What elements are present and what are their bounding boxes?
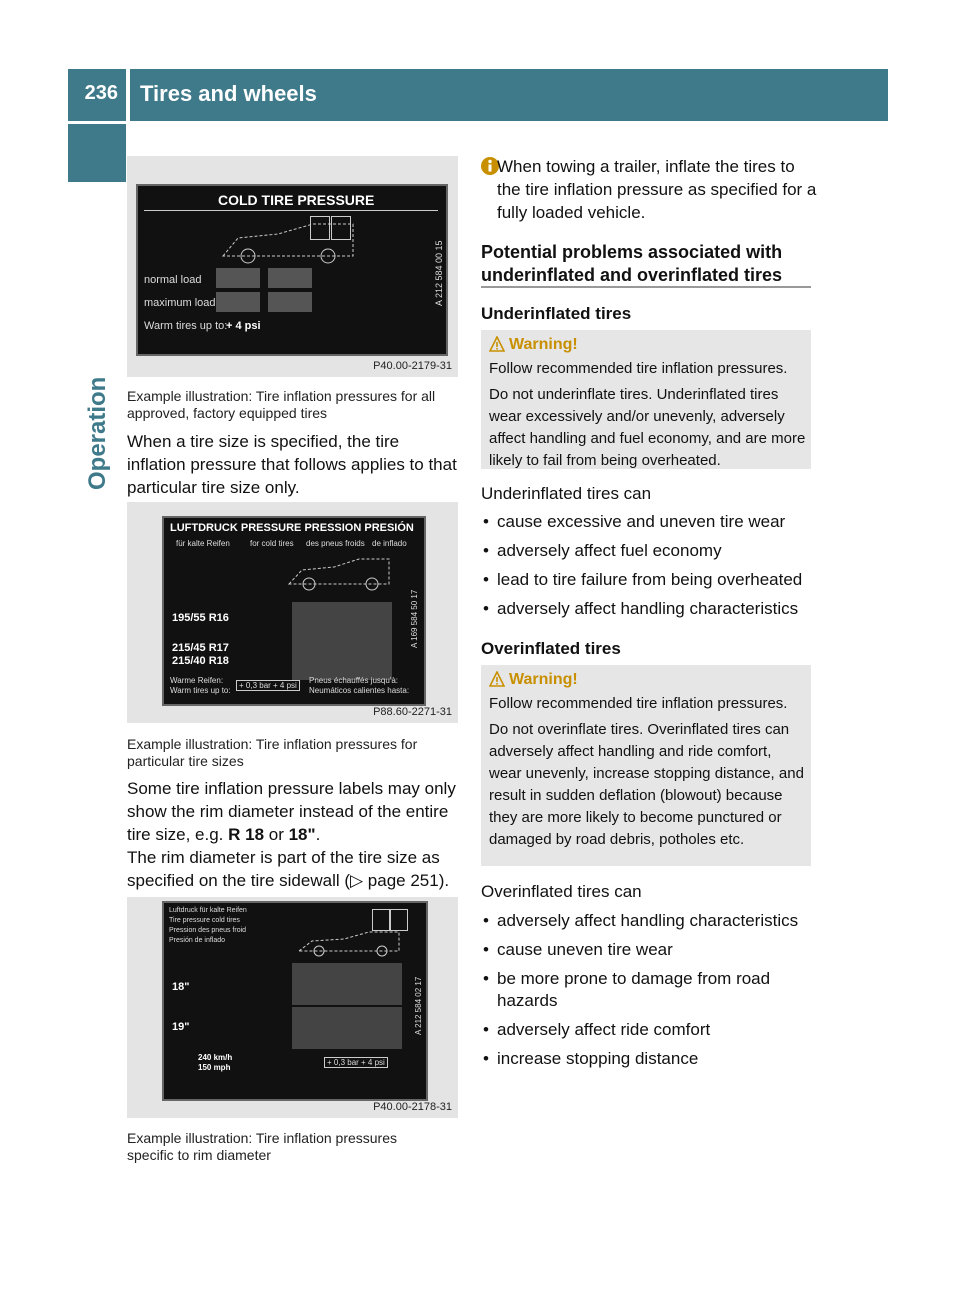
page-number: 236 bbox=[84, 82, 118, 104]
warm-fr: Pneus échauffés jusqu'à: bbox=[309, 676, 398, 685]
bullet: • bbox=[483, 599, 489, 618]
bullet: • bbox=[483, 969, 489, 988]
caption-1: Example illustration: Tire inflation pressures for all approved, factory equipped tires bbox=[127, 388, 436, 421]
chapter-title: Tires and wheels bbox=[140, 81, 317, 106]
panel-title: LUFTDRUCK PRESSURE PRESSION PRESIÓN bbox=[170, 522, 414, 534]
pressure-cell bbox=[292, 963, 402, 1005]
panel-title: COLD TIRE PRESSURE bbox=[218, 192, 375, 208]
tire-label-panel bbox=[162, 901, 428, 1101]
warning-triangle-icon bbox=[489, 336, 505, 352]
heading-rule bbox=[481, 286, 811, 288]
side-tab-label: Operation bbox=[84, 376, 111, 490]
figure-ref: P88.60-2271-31 bbox=[373, 706, 452, 718]
part-number: A 212 584 02 17 bbox=[414, 976, 423, 1035]
vehicle-silhouette-icon bbox=[284, 554, 394, 594]
chapter-header bbox=[130, 69, 888, 121]
warm-value: + 0,3 bar + 4 psi bbox=[236, 680, 300, 691]
warm-en: Warm tires up to: bbox=[170, 686, 231, 695]
warning-title: Warning! bbox=[509, 671, 578, 688]
row-maximum-load: maximum load bbox=[144, 297, 216, 309]
speed-mph: 150 mph bbox=[198, 1063, 231, 1072]
info-book-icon bbox=[390, 909, 408, 931]
part-number: A 169 584 50 17 bbox=[410, 589, 419, 648]
pressure-cell bbox=[292, 636, 392, 680]
sub-french: des pneus froids bbox=[306, 539, 365, 548]
load-icon bbox=[372, 909, 390, 931]
pressure-cell bbox=[268, 292, 312, 312]
list-item-text: increase stopping distance bbox=[497, 1049, 699, 1068]
warm-value: + 4 psi bbox=[226, 320, 261, 332]
row-normal-load: normal load bbox=[144, 274, 202, 286]
pressure-cell bbox=[216, 292, 260, 312]
warning-title: Warning! bbox=[509, 336, 578, 353]
warm-es: Neumáticos calientes hasta: bbox=[309, 686, 410, 695]
row-warm-tires: Warm tires up to: bbox=[144, 320, 228, 332]
subheading-underinflated: Underinflated tires bbox=[481, 304, 632, 323]
warning-line-1: Follow recommended tire inflation pressures. bbox=[489, 360, 788, 377]
under-intro: Underinflated tires can bbox=[481, 484, 652, 503]
over-intro: Overinflated tires can bbox=[481, 882, 642, 901]
warm-de: Warme Reifen: bbox=[170, 676, 224, 685]
list-item-text: adversely affect ride comfort bbox=[497, 1020, 711, 1039]
subheading-overinflated: Overinflated tires bbox=[481, 639, 621, 658]
warning-box-overinflated bbox=[481, 665, 811, 866]
label-line-4: Presión de inflado bbox=[169, 937, 226, 944]
paragraph-3: The rim diameter is part of the tire size as specified on the tire sidewall (▷ page 251). bbox=[127, 848, 450, 890]
list-item-text: adversely affect handling characteristics bbox=[497, 911, 799, 930]
bullet: • bbox=[483, 1020, 489, 1039]
figure-tire-size-pressures bbox=[127, 502, 458, 723]
pressure-cell bbox=[216, 268, 260, 288]
sub-english: for cold tires bbox=[250, 539, 294, 548]
paragraph-1: When a tire size is specified, the tire inflation pressure that follows applies to that particular tire size only. bbox=[127, 432, 457, 497]
figure-ref: P40.00-2178-31 bbox=[373, 1101, 452, 1113]
list-item-text: cause uneven tire wear bbox=[497, 940, 673, 959]
list-item-text: cause excessive and uneven tire wear bbox=[497, 512, 786, 531]
list-item-text: adversely affect handling characteristics bbox=[497, 599, 799, 618]
speed-kmh: 240 km/h bbox=[198, 1053, 233, 1062]
bullet: • bbox=[483, 512, 489, 531]
list-item-text: lead to tire failure from being overheated bbox=[497, 570, 803, 589]
bullet: • bbox=[483, 1049, 489, 1068]
warning-body: Do not overinflate tires. Overinflated tires can adversely affect handling and ride comfort, wear unevenly, increase stopping distance, and result in sudden deflation (blowout) because they are more likely to become punctured or damaged by road debris, potholes etc. bbox=[489, 721, 804, 848]
label-line-2: Tire pressure cold tires bbox=[169, 917, 240, 924]
bullet: • bbox=[483, 940, 489, 959]
list-item-text: adversely affect fuel economy bbox=[497, 541, 722, 560]
warning-body: Do not underinflate tires. Underinflated tires wear excessively and/or unevenly, adversely affect handling and fuel economy, and are more likely to fail from being overheated. bbox=[489, 386, 806, 469]
list-item-text: be more prone to damage from road hazards bbox=[497, 969, 771, 1010]
part-number: A 212 584 00 15 bbox=[434, 240, 444, 306]
tire-size-3: 215/40 R18 bbox=[172, 655, 229, 667]
side-tab-block bbox=[68, 124, 126, 182]
label-line-1: Luftdruck für kalte Reifen bbox=[169, 907, 247, 914]
warm-value: + 0,3 bar + 4 psi bbox=[324, 1057, 388, 1068]
figure-ref: P40.00-2179-31 bbox=[373, 360, 452, 372]
figure-cold-tire-pressure bbox=[127, 156, 458, 377]
warning-triangle-icon bbox=[489, 671, 505, 687]
vehicle-silhouette-icon bbox=[294, 929, 404, 959]
paragraph-2: Some tire inflation pressure labels may only show the rim diameter instead of the entire tire size, e.g. R 18 or 18". bbox=[127, 779, 456, 844]
figure-rim-diameter-pressures bbox=[127, 897, 458, 1118]
sub-german: für kalte Reifen bbox=[176, 539, 230, 548]
info-book-icon bbox=[331, 216, 351, 240]
pressure-cell bbox=[268, 268, 312, 288]
section-heading: Potential problems associated with underinflated and overinflated tires bbox=[481, 242, 783, 285]
page-number-box bbox=[68, 69, 126, 121]
info-note: When towing a trailer, inflate the tires to the tire inflation pressure as specified for a fully loaded vehicle. bbox=[497, 157, 817, 222]
sub-spanish: de inflado bbox=[372, 539, 407, 548]
label-line-3: Pression des pneus froid bbox=[169, 927, 247, 934]
bullet: • bbox=[483, 911, 489, 930]
load-icon bbox=[310, 216, 330, 240]
pressure-cell bbox=[292, 1007, 402, 1049]
caption-2: Example illustration: Tire inflation pressures for particular tire sizes bbox=[127, 736, 418, 769]
bullet: • bbox=[483, 541, 489, 560]
tire-size-2: 215/45 R17 bbox=[172, 642, 229, 654]
rim-19: 19" bbox=[172, 1021, 190, 1033]
tire-label-panel bbox=[136, 184, 448, 356]
bullet: • bbox=[483, 570, 489, 589]
tire-label-panel bbox=[162, 516, 426, 706]
warning-line-1: Follow recommended tire inflation pressures. bbox=[489, 695, 788, 712]
rim-18: 18" bbox=[172, 981, 190, 993]
caption-3: Example illustration: Tire inflation pressures specific to rim diameter bbox=[127, 1130, 398, 1163]
warning-box-underinflated bbox=[481, 330, 811, 469]
tire-size-1: 195/55 R16 bbox=[172, 612, 229, 624]
panel-title-rule bbox=[144, 210, 438, 211]
